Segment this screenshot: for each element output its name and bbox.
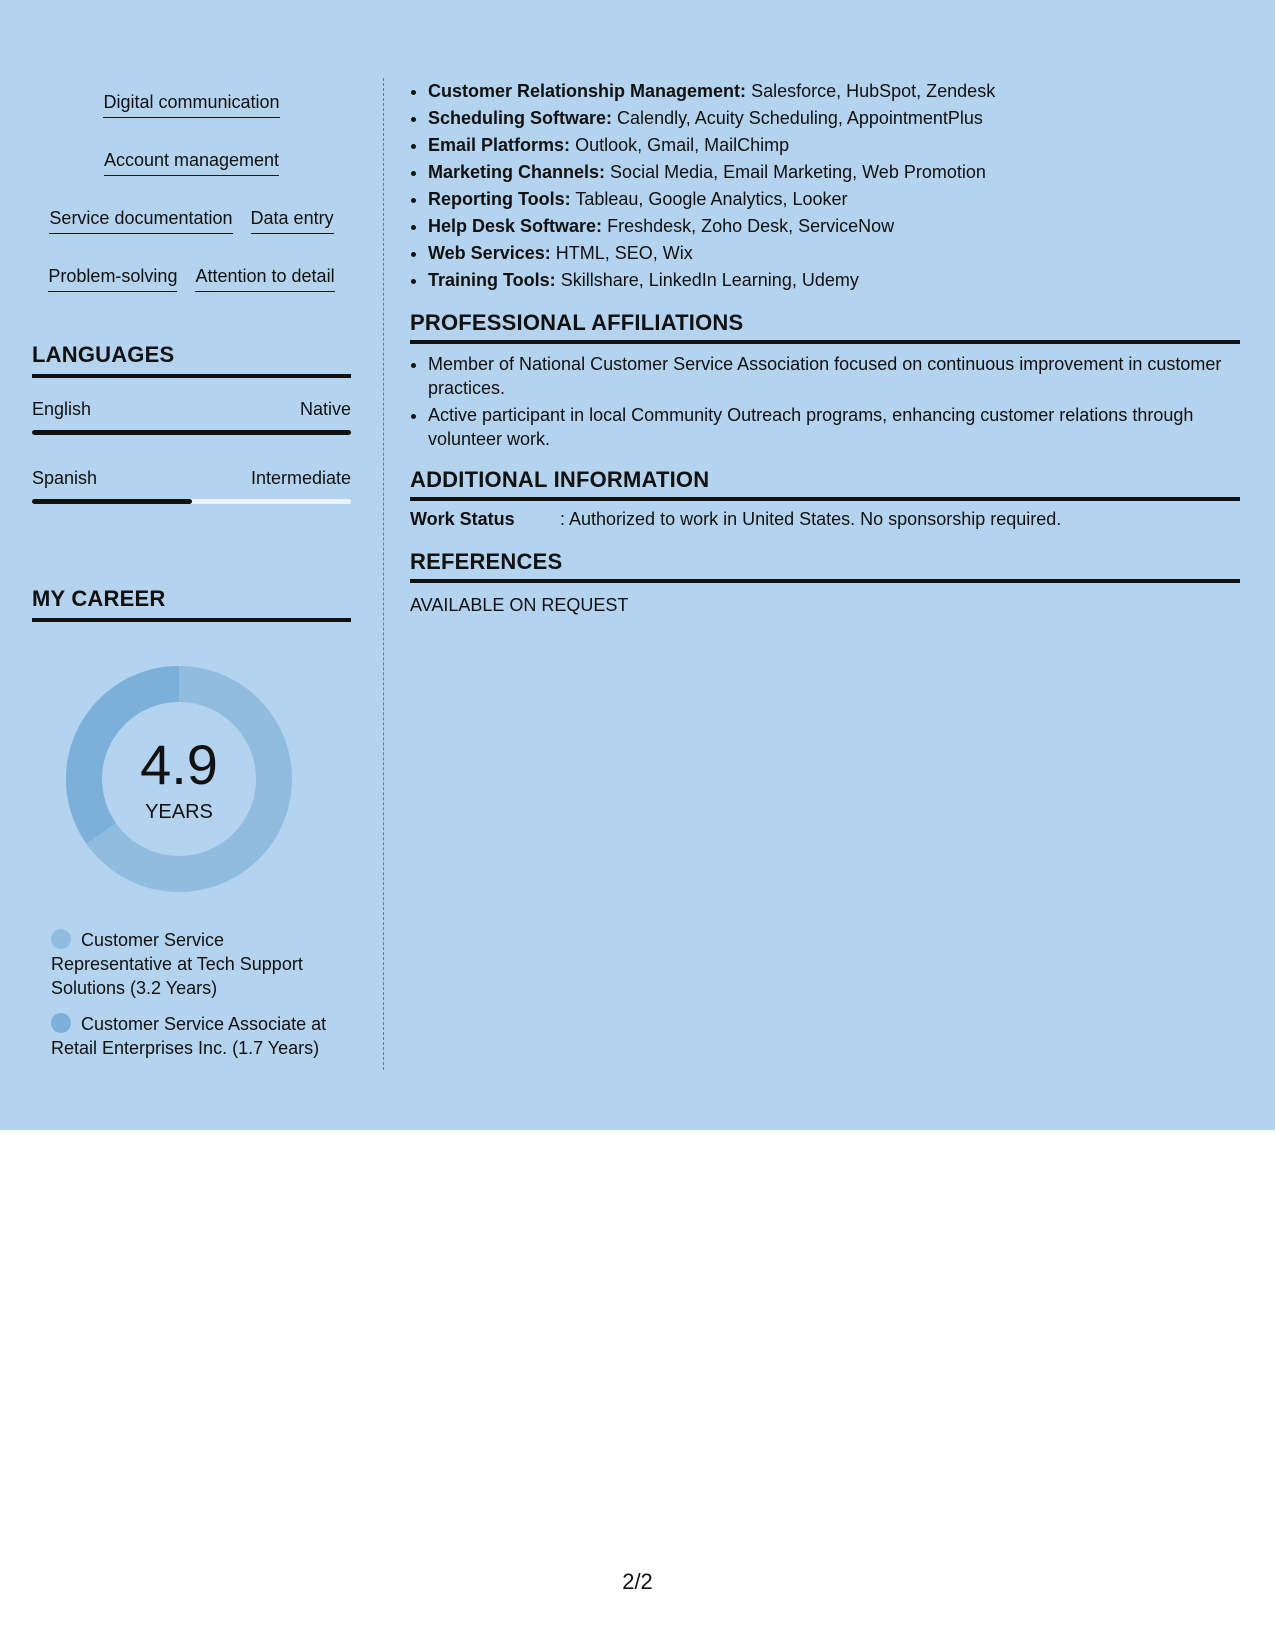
tool-value: Skillshare, LinkedIn Learning, Udemy bbox=[560, 270, 859, 290]
legend-item bbox=[51, 928, 331, 1000]
tool-item bbox=[428, 132, 1240, 159]
language-proficiency-bar bbox=[32, 430, 351, 435]
tool-item bbox=[428, 240, 1240, 267]
skill-tag: Digital communication bbox=[103, 88, 279, 118]
career-donut-chart bbox=[66, 666, 292, 892]
languages-section bbox=[32, 342, 351, 504]
additional-info-section bbox=[410, 467, 1240, 531]
tool-value: Salesforce, HubSpot, Zendesk bbox=[751, 81, 996, 101]
additional-info-heading: ADDITIONAL INFORMATION bbox=[410, 467, 1240, 501]
skill-tag: Problem-solving bbox=[48, 262, 177, 292]
tool-item bbox=[428, 78, 1240, 105]
languages-heading: LANGUAGES bbox=[32, 342, 351, 378]
affiliations-section bbox=[410, 310, 1240, 451]
tool-label: Customer Relationship Management: bbox=[428, 81, 747, 101]
tool-item bbox=[428, 159, 1240, 186]
page-number: 2/2 bbox=[622, 1569, 653, 1594]
career-total-unit: YEARS bbox=[145, 801, 213, 823]
tool-item bbox=[428, 105, 1240, 132]
language-proficiency-fill bbox=[32, 499, 192, 504]
work-status-row bbox=[410, 507, 1240, 531]
affiliation-item: • Active participant in local Community Outreach programs, enhancing customer relations through volunteer work. bbox=[428, 403, 1240, 451]
language-item bbox=[32, 396, 351, 435]
tool-label: Marketing Channels: bbox=[428, 162, 606, 182]
references-section bbox=[410, 549, 1240, 617]
tool-item bbox=[428, 213, 1240, 240]
tool-label: Web Services: bbox=[428, 243, 551, 263]
left-column bbox=[32, 80, 351, 1072]
tool-item bbox=[428, 186, 1240, 213]
right-column bbox=[410, 78, 1240, 617]
column-divider bbox=[383, 78, 384, 1070]
skill-tag: Account management bbox=[104, 146, 279, 176]
skill-tag: Service documentation bbox=[49, 204, 232, 234]
language-item bbox=[32, 465, 351, 504]
career-section bbox=[32, 586, 351, 1060]
language-level: Native bbox=[299, 399, 351, 419]
tool-label: Email Platforms: bbox=[428, 135, 571, 155]
legend-label: Customer Service Associate at Retail Enterprises Inc. (1.7 Years) bbox=[51, 1014, 327, 1058]
tool-item bbox=[428, 267, 1240, 294]
tool-value: Freshdesk, Zoho Desk, ServiceNow bbox=[607, 216, 895, 236]
tool-value: HTML, SEO, Wix bbox=[555, 243, 693, 263]
tool-value: Tableau, Google Analytics, Looker bbox=[575, 189, 848, 209]
language-name: Spanish bbox=[32, 468, 98, 488]
references-text: AVAILABLE ON REQUEST bbox=[410, 595, 629, 615]
language-proficiency-fill bbox=[32, 430, 351, 435]
language-name: English bbox=[32, 399, 92, 419]
career-legend bbox=[51, 928, 331, 1060]
legend-label: Customer Service Representative at Tech Support Solutions (3.2 Years) bbox=[51, 930, 303, 998]
tool-value: Social Media, Email Marketing, Web Promotion bbox=[610, 162, 986, 182]
career-heading: MY CAREER bbox=[32, 586, 351, 622]
skill-tag: Attention to detail bbox=[195, 262, 334, 292]
affiliations-list bbox=[410, 352, 1240, 451]
tool-label: Scheduling Software: bbox=[428, 108, 613, 128]
tool-label: Training Tools: bbox=[428, 270, 556, 290]
legend-item bbox=[51, 1012, 331, 1060]
legend-dot bbox=[51, 929, 71, 949]
tool-value: Outlook, Gmail, MailChimp bbox=[575, 135, 790, 155]
affiliation-item: • Member of National Customer Service Association focused on continuous improvement in customer practices. bbox=[428, 352, 1240, 400]
references-heading: REFERENCES bbox=[410, 549, 1240, 583]
language-level: Intermediate bbox=[250, 468, 351, 488]
skills-list bbox=[32, 88, 351, 292]
work-status-value: : Authorized to work in United States. No sponsorship required. bbox=[560, 509, 1062, 529]
legend-dot bbox=[51, 1013, 71, 1033]
language-proficiency-bar bbox=[32, 499, 351, 504]
skill-tag: Data entry bbox=[251, 204, 334, 234]
tools-list bbox=[410, 78, 1240, 294]
tool-label: Help Desk Software: bbox=[428, 216, 603, 236]
career-total-years: 4.9 bbox=[140, 733, 218, 796]
tool-value: Calendly, Acuity Scheduling, AppointmentPlus bbox=[617, 108, 983, 128]
tool-label: Reporting Tools: bbox=[428, 189, 571, 209]
affiliations-heading: PROFESSIONAL AFFILIATIONS bbox=[410, 310, 1240, 344]
work-status-label: Work Status bbox=[410, 509, 515, 529]
